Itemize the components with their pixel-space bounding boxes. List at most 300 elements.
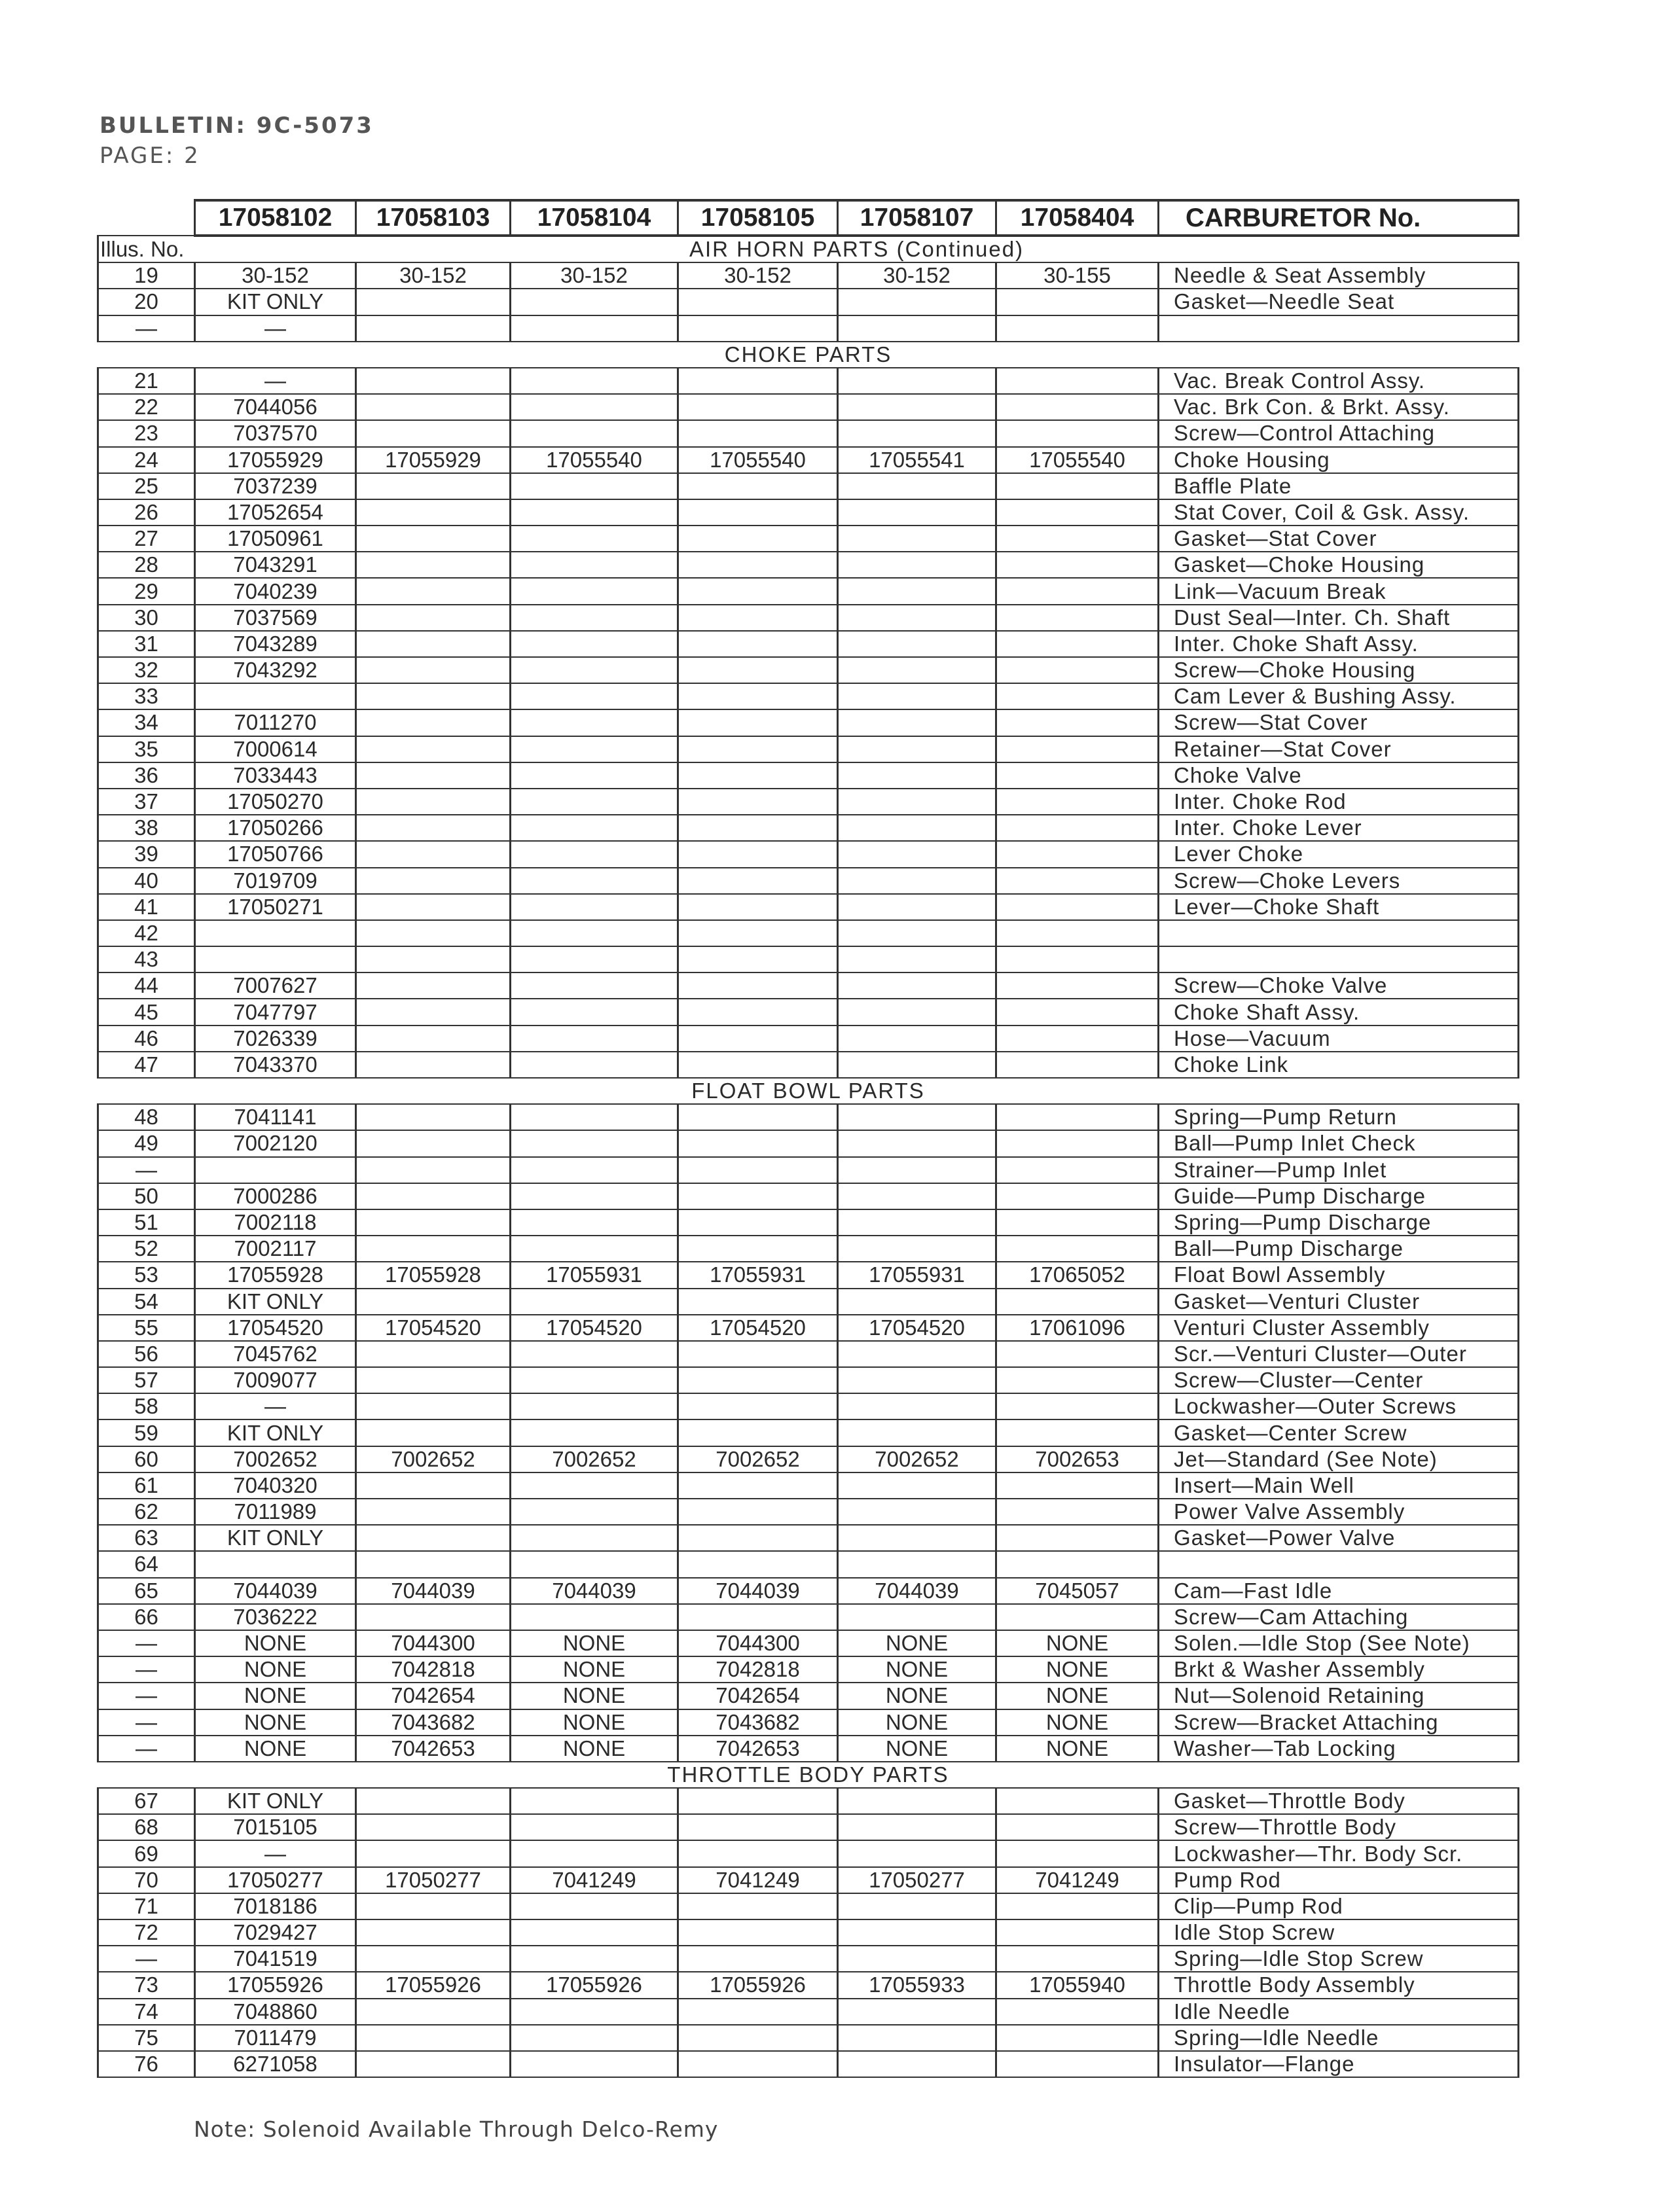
- part-number: [356, 789, 511, 815]
- part-number: [996, 1183, 1159, 1209]
- part-number: [511, 683, 678, 709]
- part-number: 7043292: [195, 657, 356, 683]
- part-description: Gasket—Throttle Body: [1159, 1788, 1519, 1814]
- part-number: [996, 394, 1159, 420]
- part-number: [356, 1183, 511, 1209]
- illus-number: 51: [98, 1209, 195, 1236]
- part-description: Needle & Seat Assembly: [1159, 262, 1519, 289]
- part-row: [98, 657, 1519, 683]
- part-number: NONE: [195, 1736, 356, 1762]
- part-number: [996, 789, 1159, 815]
- part-number: [356, 1130, 511, 1156]
- part-number: [511, 946, 678, 972]
- illus-number: —: [98, 1683, 195, 1709]
- part-number: [678, 1209, 838, 1236]
- part-number: [511, 1183, 678, 1209]
- part-number: [678, 1472, 838, 1499]
- part-number: [996, 1367, 1159, 1393]
- part-description: Screw—Bracket Attaching: [1159, 1709, 1519, 1736]
- part-number: [838, 999, 996, 1025]
- part-number: [356, 657, 511, 683]
- part-number: [996, 289, 1159, 315]
- part-number: [356, 1236, 511, 1262]
- part-number: [678, 999, 838, 1025]
- part-description: Inter. Choke Shaft Assy.: [1159, 631, 1519, 657]
- part-number: 7042654: [678, 1683, 838, 1709]
- part-number: [996, 1157, 1159, 1183]
- part-number: 7041249: [996, 1867, 1159, 1893]
- part-row: [98, 394, 1519, 420]
- part-number: 17055926: [195, 1972, 356, 1998]
- part-number: 7042653: [356, 1736, 511, 1762]
- illus-number: 22: [98, 394, 195, 420]
- part-number: 7037569: [195, 605, 356, 631]
- part-number: [511, 657, 678, 683]
- part-number: [356, 894, 511, 920]
- part-number: [678, 1026, 838, 1052]
- part-number: [511, 368, 678, 394]
- part-number: [511, 315, 678, 342]
- part-number: KIT ONLY: [195, 1419, 356, 1446]
- part-number: [356, 289, 511, 315]
- part-number: [356, 1840, 511, 1866]
- part-number: [838, 1551, 996, 1577]
- illus-number: 42: [98, 920, 195, 946]
- part-number: [678, 2025, 838, 2051]
- part-description: Screw—Cluster—Center: [1159, 1367, 1519, 1393]
- part-description: Choke Shaft Assy.: [1159, 999, 1519, 1025]
- part-number: 7048860: [195, 1999, 356, 2025]
- part-number: 17054520: [838, 1315, 996, 1341]
- part-number: [511, 552, 678, 578]
- part-number: [511, 2025, 678, 2051]
- part-row: [98, 1262, 1519, 1288]
- part-number: [838, 657, 996, 683]
- illus-number: 47: [98, 1052, 195, 1078]
- part-description: Gasket—Stat Cover: [1159, 526, 1519, 552]
- part-row: [98, 368, 1519, 394]
- part-description: Insert—Main Well: [1159, 1472, 1519, 1499]
- parts-table-body: [98, 236, 1519, 2077]
- part-number: 17055926: [678, 1972, 838, 1998]
- part-number: [838, 473, 996, 499]
- part-number: [356, 1999, 511, 2025]
- part-number: NONE: [511, 1683, 678, 1709]
- part-number: [511, 1026, 678, 1052]
- part-description: Screw—Control Attaching: [1159, 420, 1519, 446]
- part-row: [98, 1867, 1519, 1893]
- part-number: 30-152: [356, 262, 511, 289]
- illus-number: 58: [98, 1393, 195, 1419]
- part-description: Washer—Tab Locking: [1159, 1736, 1519, 1762]
- part-number: [996, 683, 1159, 709]
- part-number: 7002120: [195, 1130, 356, 1156]
- illus-number: 20: [98, 289, 195, 315]
- part-number: [996, 868, 1159, 894]
- part-number: [511, 1209, 678, 1236]
- part-number: [996, 1525, 1159, 1551]
- part-number: [356, 683, 511, 709]
- part-number: [356, 499, 511, 526]
- part-number: [356, 473, 511, 499]
- part-number: [838, 920, 996, 946]
- illus-number: 31: [98, 631, 195, 657]
- part-row: [98, 1104, 1519, 1130]
- part-number: 7002652: [356, 1446, 511, 1472]
- part-number: [678, 526, 838, 552]
- illus-number: 63: [98, 1525, 195, 1551]
- part-number: [195, 683, 356, 709]
- part-number: 7044039: [838, 1578, 996, 1604]
- part-row: [98, 683, 1519, 709]
- part-number: [356, 1472, 511, 1499]
- illus-number: 66: [98, 1604, 195, 1630]
- part-description: Ball—Pump Inlet Check: [1159, 1130, 1519, 1156]
- part-number: [996, 736, 1159, 762]
- part-number: [996, 972, 1159, 999]
- part-description: Screw—Choke Valve: [1159, 972, 1519, 999]
- column-header: 17058404: [996, 200, 1159, 236]
- part-number: [356, 394, 511, 420]
- part-number: [996, 1551, 1159, 1577]
- part-number: [356, 920, 511, 946]
- part-number: [838, 1236, 996, 1262]
- part-number: 7019709: [195, 868, 356, 894]
- illus-number: 46: [98, 1026, 195, 1052]
- part-number: 7043370: [195, 1052, 356, 1078]
- part-number: [356, 368, 511, 394]
- part-number: [511, 1499, 678, 1525]
- part-row: [98, 605, 1519, 631]
- part-number: [356, 1104, 511, 1130]
- part-number: [678, 1919, 838, 1946]
- part-number: [996, 999, 1159, 1025]
- part-number: [678, 657, 838, 683]
- part-number: [356, 526, 511, 552]
- part-number: [678, 2051, 838, 2077]
- part-row: [98, 315, 1519, 342]
- bulletin-number: BULLETIN: 9C-5073: [100, 113, 374, 139]
- part-number: [678, 1157, 838, 1183]
- part-number: [678, 1525, 838, 1551]
- part-number: [678, 552, 838, 578]
- part-number: 7000614: [195, 736, 356, 762]
- part-number: [996, 1419, 1159, 1446]
- part-description: Vac. Break Control Assy.: [1159, 368, 1519, 394]
- illus-number: 57: [98, 1367, 195, 1393]
- part-number: [996, 2025, 1159, 2051]
- column-header: 17058104: [511, 200, 678, 236]
- part-number: 7043291: [195, 552, 356, 578]
- part-number: [511, 972, 678, 999]
- part-description: Scr.—Venturi Cluster—Outer: [1159, 1341, 1519, 1367]
- part-number: [678, 1341, 838, 1367]
- part-number: [356, 1052, 511, 1078]
- part-number: 17055928: [195, 1262, 356, 1288]
- part-number: 17052654: [195, 499, 356, 526]
- part-description: Cam Lever & Bushing Assy.: [1159, 683, 1519, 709]
- part-row: [98, 1656, 1519, 1683]
- part-number: 7026339: [195, 1026, 356, 1052]
- part-description: Power Valve Assembly: [1159, 1499, 1519, 1525]
- column-header: 17058105: [678, 200, 838, 236]
- part-row: [98, 1341, 1519, 1367]
- part-number: [678, 972, 838, 999]
- part-number: 7047797: [195, 999, 356, 1025]
- part-number: [356, 1157, 511, 1183]
- illus-number: 64: [98, 1551, 195, 1577]
- part-description: Retainer—Stat Cover: [1159, 736, 1519, 762]
- illus-number: —: [98, 315, 195, 342]
- part-number: 7040320: [195, 1472, 356, 1499]
- column-header: 17058102: [195, 200, 356, 236]
- part-number: [356, 1788, 511, 1814]
- illus-number: —: [98, 1656, 195, 1683]
- illus-number: 49: [98, 1130, 195, 1156]
- part-description: Nut—Solenoid Retaining: [1159, 1683, 1519, 1709]
- part-row: [98, 1315, 1519, 1341]
- part-number: [678, 762, 838, 789]
- part-row: [98, 1367, 1519, 1393]
- part-number: 7041249: [511, 1867, 678, 1893]
- part-number: [678, 605, 838, 631]
- part-number: [356, 1525, 511, 1551]
- part-row: [98, 1157, 1519, 1183]
- part-description: Spring—Idle Needle: [1159, 2025, 1519, 2051]
- part-number: [838, 289, 996, 315]
- part-number: 7015105: [195, 1814, 356, 1840]
- part-number: [996, 631, 1159, 657]
- part-number: 7042654: [356, 1683, 511, 1709]
- part-number: 7002118: [195, 1209, 356, 1236]
- part-number: [356, 1604, 511, 1630]
- part-number: 7040239: [195, 578, 356, 604]
- part-description: Brkt & Washer Assembly: [1159, 1656, 1519, 1683]
- part-number: [511, 1393, 678, 1419]
- part-description: Screw—Stat Cover: [1159, 709, 1519, 736]
- part-description: Screw—Choke Levers: [1159, 868, 1519, 894]
- part-number: [356, 1209, 511, 1236]
- footnote: Note: Solenoid Available Through Delco-Remy: [194, 2116, 719, 2142]
- illus-number: 62: [98, 1499, 195, 1525]
- part-number: [678, 815, 838, 841]
- part-number: [678, 1183, 838, 1209]
- part-number: [356, 631, 511, 657]
- part-number: [838, 1893, 996, 1919]
- part-number: 17055541: [838, 447, 996, 473]
- part-number: [838, 2051, 996, 2077]
- illus-number: 23: [98, 420, 195, 446]
- part-number: [996, 1130, 1159, 1156]
- part-number: [678, 709, 838, 736]
- part-number: 7002652: [838, 1446, 996, 1472]
- section-title: FLOAT BOWL PARTS: [98, 1078, 1519, 1104]
- part-row: [98, 1814, 1519, 1840]
- part-row: [98, 578, 1519, 604]
- part-number: [996, 1393, 1159, 1419]
- illus-number: 50: [98, 1183, 195, 1209]
- part-number: 7044039: [511, 1578, 678, 1604]
- part-number: [356, 578, 511, 604]
- part-number: [511, 1289, 678, 1315]
- part-number: [511, 1130, 678, 1156]
- part-number: NONE: [996, 1736, 1159, 1762]
- part-number: [511, 499, 678, 526]
- part-row: [98, 1604, 1519, 1630]
- part-number: NONE: [838, 1683, 996, 1709]
- part-number: [838, 1472, 996, 1499]
- part-number: [678, 1999, 838, 2025]
- part-number: [356, 1551, 511, 1577]
- part-number: NONE: [195, 1656, 356, 1683]
- section-header-row: [98, 342, 1519, 368]
- part-number: KIT ONLY: [195, 1788, 356, 1814]
- part-number: 7045057: [996, 1578, 1159, 1604]
- part-number: [511, 2051, 678, 2077]
- part-number: [356, 1499, 511, 1525]
- part-number: [511, 736, 678, 762]
- part-number: [511, 1052, 678, 1078]
- part-number: [511, 894, 678, 920]
- part-number: [838, 1289, 996, 1315]
- illus-number: 48: [98, 1104, 195, 1130]
- part-number: [678, 1604, 838, 1630]
- part-description: [1159, 315, 1519, 342]
- illus-number: 53: [98, 1262, 195, 1288]
- part-number: [996, 1499, 1159, 1525]
- part-number: [356, 552, 511, 578]
- part-number: 7044056: [195, 394, 356, 420]
- part-number: [838, 815, 996, 841]
- part-description: Stat Cover, Coil & Gsk. Assy.: [1159, 499, 1519, 526]
- part-number: 17065052: [996, 1262, 1159, 1288]
- illus-number: 70: [98, 1867, 195, 1893]
- part-number: [838, 1393, 996, 1419]
- illus-number: —: [98, 1946, 195, 1972]
- illus-number: 60: [98, 1446, 195, 1472]
- part-number: [511, 1367, 678, 1393]
- part-number: NONE: [838, 1630, 996, 1656]
- part-row: [98, 815, 1519, 841]
- illus-number: 41: [98, 894, 195, 920]
- part-number: [838, 631, 996, 657]
- part-number: [511, 1788, 678, 1814]
- part-number: [838, 578, 996, 604]
- part-number: 30-152: [838, 262, 996, 289]
- part-number: [838, 841, 996, 867]
- part-number: [996, 841, 1159, 867]
- part-number: [678, 1946, 838, 1972]
- part-description: Choke Valve: [1159, 762, 1519, 789]
- part-description: Baffle Plate: [1159, 473, 1519, 499]
- illus-number: 69: [98, 1840, 195, 1866]
- part-number: 17054520: [195, 1315, 356, 1341]
- part-row: [98, 1419, 1519, 1446]
- part-number: [195, 920, 356, 946]
- part-description: Jet—Standard (See Note): [1159, 1446, 1519, 1472]
- part-number: [838, 1341, 996, 1367]
- part-number: [195, 1157, 356, 1183]
- part-number: 30-155: [996, 262, 1159, 289]
- part-row: [98, 709, 1519, 736]
- section-header-row: [98, 1078, 1519, 1104]
- part-number: [996, 315, 1159, 342]
- part-row: [98, 868, 1519, 894]
- part-number: 7043682: [678, 1709, 838, 1736]
- illus-number: 44: [98, 972, 195, 999]
- part-number: [678, 894, 838, 920]
- part-number: NONE: [195, 1683, 356, 1709]
- part-number: 17055931: [511, 1262, 678, 1288]
- part-number: [678, 394, 838, 420]
- part-number: 17055929: [356, 447, 511, 473]
- page-number: PAGE: 2: [100, 143, 200, 169]
- part-number: [511, 631, 678, 657]
- part-number: [356, 1341, 511, 1367]
- part-number: [996, 499, 1159, 526]
- part-number: [678, 578, 838, 604]
- illus-number: 65: [98, 1578, 195, 1604]
- part-number: 7002117: [195, 1236, 356, 1262]
- part-number: [838, 1419, 996, 1446]
- part-number: 7002652: [511, 1446, 678, 1472]
- illus-number: 21: [98, 368, 195, 394]
- part-number: [996, 1814, 1159, 1840]
- part-description: Float Bowl Assembly: [1159, 1262, 1519, 1288]
- illus-number: 36: [98, 762, 195, 789]
- part-number: 7041141: [195, 1104, 356, 1130]
- part-number: [678, 1104, 838, 1130]
- part-number: [678, 289, 838, 315]
- part-number: —: [195, 1840, 356, 1866]
- part-number: 7002652: [195, 1446, 356, 1472]
- part-number: [678, 1814, 838, 1840]
- part-row: [98, 1236, 1519, 1262]
- part-number: [678, 1236, 838, 1262]
- part-description: Choke Housing: [1159, 447, 1519, 473]
- part-number: [511, 605, 678, 631]
- part-number: [678, 1840, 838, 1866]
- part-number: [195, 946, 356, 972]
- part-description: Throttle Body Assembly: [1159, 1972, 1519, 1998]
- part-number: [356, 1289, 511, 1315]
- illus-number: 28: [98, 552, 195, 578]
- part-number: [356, 1814, 511, 1840]
- part-number: [838, 1130, 996, 1156]
- part-number: [356, 1367, 511, 1393]
- part-number: 17050270: [195, 789, 356, 815]
- part-number: [511, 841, 678, 867]
- part-number: [678, 499, 838, 526]
- column-header: 17058103: [356, 200, 511, 236]
- illus-number: —: [98, 1157, 195, 1183]
- part-number: [511, 1157, 678, 1183]
- part-number: 7033443: [195, 762, 356, 789]
- part-row: [98, 972, 1519, 999]
- part-number: 17050271: [195, 894, 356, 920]
- part-row: [98, 1709, 1519, 1736]
- part-number: [838, 1788, 996, 1814]
- part-number: [996, 894, 1159, 920]
- part-number: [678, 1499, 838, 1525]
- part-description: Lockwasher—Thr. Body Scr.: [1159, 1840, 1519, 1866]
- part-number: [678, 631, 838, 657]
- part-number: [511, 1919, 678, 1946]
- part-description: Inter. Choke Lever: [1159, 815, 1519, 841]
- part-row: [98, 1551, 1519, 1577]
- part-description: Cam—Fast Idle: [1159, 1578, 1519, 1604]
- part-number: [511, 1341, 678, 1367]
